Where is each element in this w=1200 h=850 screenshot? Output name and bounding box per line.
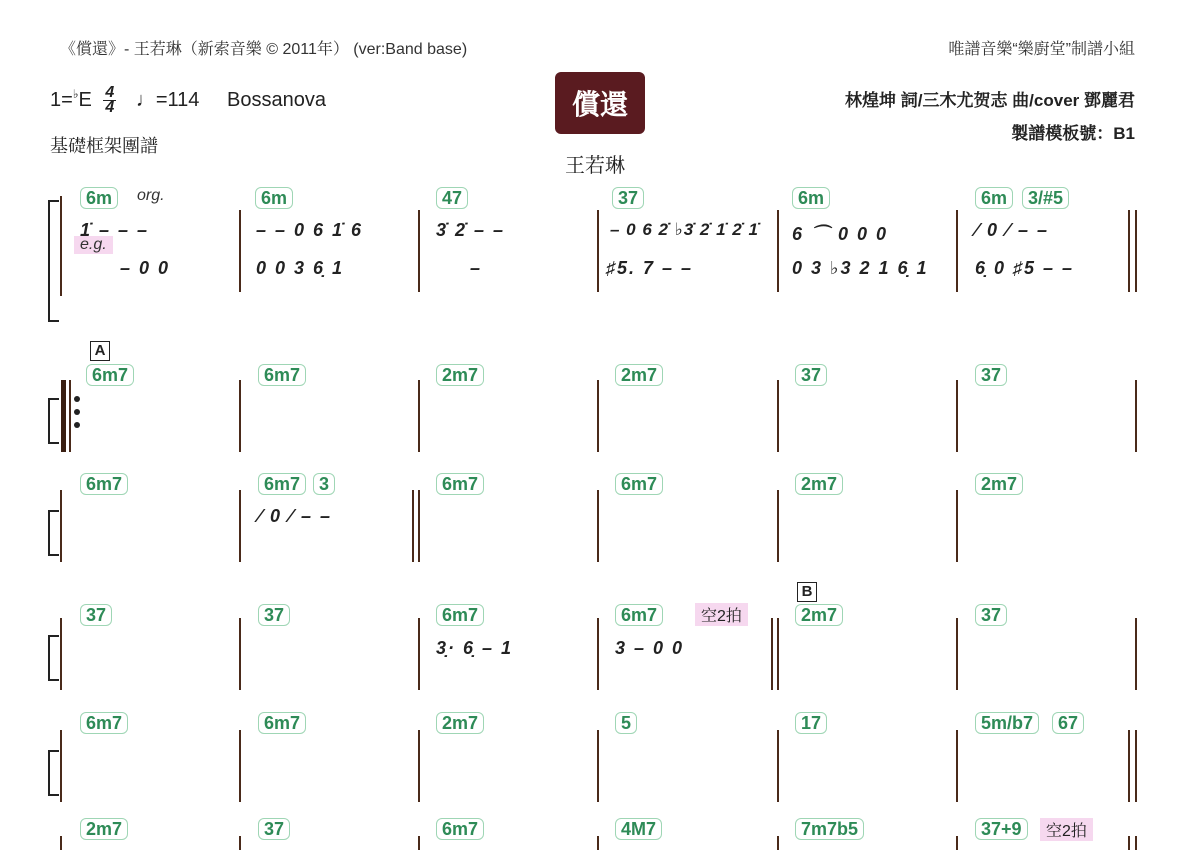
barline bbox=[597, 490, 599, 562]
chord: 2m7 bbox=[80, 818, 128, 840]
barline bbox=[777, 380, 779, 452]
barline bbox=[418, 380, 420, 452]
barline bbox=[777, 618, 779, 690]
style-label: Bossanova bbox=[227, 88, 326, 111]
barline bbox=[777, 836, 779, 850]
chord: 3/#5 bbox=[1022, 187, 1069, 209]
barline bbox=[418, 730, 420, 802]
chord: 37 bbox=[258, 604, 290, 626]
key-signature bbox=[50, 86, 326, 115]
barline bbox=[239, 490, 241, 562]
singer-name: 王若琳 bbox=[565, 155, 625, 177]
chord: 6m7 bbox=[615, 473, 663, 495]
key-note: E bbox=[78, 88, 92, 111]
system-bracket bbox=[48, 635, 59, 681]
chord: 3 bbox=[313, 473, 335, 495]
system-bracket bbox=[48, 200, 59, 322]
header-right: 唯譜音樂“樂廚堂”制譜小組 bbox=[948, 41, 1135, 58]
barline bbox=[69, 380, 71, 452]
barline bbox=[418, 836, 420, 850]
template-number: 製譜模板號：B1 bbox=[1011, 124, 1135, 143]
barline bbox=[239, 618, 241, 690]
chord: 6m7 bbox=[436, 818, 484, 840]
barline bbox=[777, 210, 779, 292]
notation: – – 0 6 1̇ 6 bbox=[256, 220, 364, 240]
barline bbox=[771, 618, 773, 690]
barline bbox=[60, 196, 62, 296]
notation: – bbox=[470, 258, 483, 278]
rest-note: 空2拍 bbox=[695, 603, 748, 626]
barline bbox=[1135, 210, 1137, 292]
chord: 47 bbox=[436, 187, 468, 209]
chord: 2m7 bbox=[975, 473, 1023, 495]
barline bbox=[597, 618, 599, 690]
notation: 3̣· 6̣ – 1 bbox=[436, 638, 514, 658]
barline bbox=[418, 210, 420, 292]
barline bbox=[239, 730, 241, 802]
barline bbox=[1135, 380, 1137, 452]
barline bbox=[60, 618, 62, 690]
key-prefix: 1= bbox=[50, 88, 73, 111]
barline bbox=[1135, 730, 1137, 802]
barline bbox=[956, 490, 958, 562]
notation: 3 – 0 0 bbox=[615, 638, 685, 658]
chord: 6m7 bbox=[258, 364, 306, 386]
barline bbox=[956, 380, 958, 452]
repeat-dots bbox=[74, 396, 80, 435]
chord: 17 bbox=[795, 712, 827, 734]
system-bracket bbox=[48, 398, 59, 444]
system-bracket bbox=[48, 750, 59, 796]
notation: 0 3 ♭3 2 1 6̣ 1 bbox=[792, 258, 929, 278]
chord: 2m7 bbox=[615, 364, 663, 386]
chord: 37 bbox=[80, 604, 112, 626]
chord: 6m7 bbox=[80, 712, 128, 734]
notation: ⁄ 0 ⁄ – – bbox=[258, 506, 333, 526]
time-signature bbox=[103, 86, 116, 115]
header-left: 《償還》- 王若琳（新索音樂 © 2011年） (ver:Band base) bbox=[60, 41, 468, 58]
notation: 1̇ – – – bbox=[80, 220, 150, 240]
chord: 6m7 bbox=[258, 473, 306, 495]
section-marker-b: B bbox=[797, 582, 817, 602]
chord: 37 bbox=[795, 364, 827, 386]
chord: 5m/b7 bbox=[975, 712, 1039, 734]
chord: 2m7 bbox=[795, 604, 843, 626]
barline bbox=[1135, 836, 1137, 850]
barline bbox=[60, 490, 62, 562]
barline bbox=[597, 836, 599, 850]
chord: 67 bbox=[1052, 712, 1084, 734]
chord: 6m bbox=[80, 187, 118, 209]
barline bbox=[1128, 210, 1130, 292]
eg-label: e.g. bbox=[74, 236, 113, 254]
barline bbox=[956, 836, 958, 850]
chord: 5 bbox=[615, 712, 637, 734]
chord: 6m bbox=[792, 187, 830, 209]
barline bbox=[418, 618, 420, 690]
notation: 0 0 3 6̣ 1 bbox=[256, 258, 345, 278]
credits: 林煌坤 詞/三木尤贺志 曲/cover 鄧麗君 bbox=[845, 91, 1135, 110]
barline bbox=[239, 836, 241, 850]
key-accidental: ♭ bbox=[72, 87, 79, 102]
rest-note: 空2拍 bbox=[1040, 818, 1093, 841]
chord: 4M7 bbox=[615, 818, 662, 840]
notation: ♯5. 7 – – bbox=[606, 258, 694, 278]
barline bbox=[239, 210, 241, 292]
barline bbox=[1128, 730, 1130, 802]
barline bbox=[956, 730, 958, 802]
chord: 2m7 bbox=[436, 712, 484, 734]
chord: 6m bbox=[975, 187, 1013, 209]
chord: 37+9 bbox=[975, 818, 1028, 840]
barline bbox=[956, 618, 958, 690]
subtitle-left: 基礎框架團譜 bbox=[50, 136, 158, 156]
chord: 2m7 bbox=[436, 364, 484, 386]
chord: 6m7 bbox=[80, 473, 128, 495]
song-title: 償還 bbox=[555, 72, 645, 134]
chord: 6m7 bbox=[86, 364, 134, 386]
notation: – 0 6 2̇ ♭3̇ 2̇ 1̇ 2̇ 1̇ bbox=[610, 220, 759, 239]
barline bbox=[60, 836, 62, 850]
barline bbox=[418, 490, 420, 562]
chord: 37 bbox=[258, 818, 290, 840]
chord: 6m bbox=[255, 187, 293, 209]
notation: 6̣ 0 ♯5 – – bbox=[975, 258, 1075, 278]
notation: – 0 0 bbox=[120, 258, 171, 278]
time-numerator: 4 bbox=[105, 84, 115, 101]
barline bbox=[597, 210, 599, 292]
barline bbox=[956, 210, 958, 292]
chord: 37 bbox=[975, 364, 1007, 386]
repeat-start-barline bbox=[61, 380, 66, 452]
chord: 37 bbox=[612, 187, 644, 209]
notation: ⁄ 0 ⁄ – – bbox=[975, 220, 1050, 240]
barline bbox=[597, 730, 599, 802]
chord: 6m7 bbox=[258, 712, 306, 734]
chord: 6m7 bbox=[436, 604, 484, 626]
tempo: ♩=114 bbox=[135, 88, 200, 111]
notation: 6 ⌒ 0 0 0 bbox=[792, 224, 889, 244]
barline bbox=[777, 730, 779, 802]
barline bbox=[597, 380, 599, 452]
chord: 37 bbox=[975, 604, 1007, 626]
chord: 6m7 bbox=[436, 473, 484, 495]
org-label: org. bbox=[137, 187, 165, 204]
barline bbox=[1135, 618, 1137, 690]
barline bbox=[412, 490, 414, 562]
barline bbox=[777, 490, 779, 562]
notation: 3̇ 2̇ – – bbox=[436, 220, 506, 240]
chord: 6m7 bbox=[615, 604, 663, 626]
barline bbox=[60, 730, 62, 802]
section-marker-a: A bbox=[90, 341, 110, 361]
system-bracket bbox=[48, 510, 59, 556]
barline bbox=[1128, 836, 1130, 850]
chord: 7m7b5 bbox=[795, 818, 864, 840]
chord: 2m7 bbox=[795, 473, 843, 495]
barline bbox=[239, 380, 241, 452]
time-denominator: 4 bbox=[105, 99, 115, 116]
